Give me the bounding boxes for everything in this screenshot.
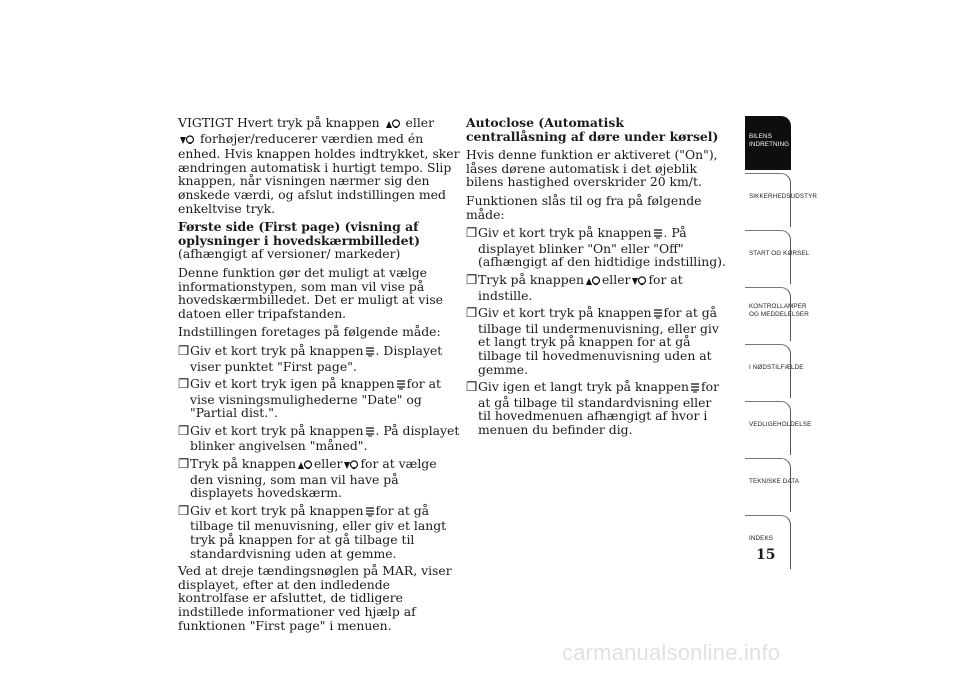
list-item: ❒ Giv igen et langt tryk på knappen for at gå tilbage til standardvisning eller til hovedmenuen afhængigt af hvor i menuen du befinder dig.: [466, 379, 720, 437]
watermark: carmanualsonline.info: [562, 640, 781, 665]
menu-button-icon: [653, 228, 663, 242]
menu-button-icon: [396, 379, 406, 393]
paragraph: Funktionen slås til og fra på følgende måde:: [466, 192, 702, 222]
tab-kontrollamper[interactable]: KONTROLLAMPER OG MEDDELELSER: [745, 287, 791, 341]
paragraph: Indstillingen foretages på følgende måde:: [178, 324, 441, 340]
menu-button-icon: [365, 346, 375, 360]
page-number: 15: [756, 547, 776, 563]
checkbox-bullet-icon: ❒: [178, 502, 190, 518]
checkbox-bullet-icon: ❒: [466, 379, 478, 395]
checkbox-bullet-icon: ❒: [466, 271, 478, 287]
menu-button-icon: [365, 506, 375, 520]
paragraph: Hvis denne funktion er aktiveret ("On"), låses dørene automatisk i det øjeblik bilens hastighed overskrider 20 km/t.: [466, 147, 718, 190]
list-item: ❒ Tryk på knappen eller for at vælge den visning, som man vil have på displayets hovedskærm.: [178, 456, 437, 501]
list-item: ❒ Giv et kort tryk på knappen for at gå tilbage til undermenuvisning, eller giv et langt tryk på knappen for at gå tilbage til hovedmenuvisning uden at gemme.: [466, 305, 719, 377]
checkbox-bullet-icon: ❒: [466, 305, 478, 321]
tab-i-nodstilfaelde[interactable]: I NØDSTILFÆLDE: [745, 344, 791, 398]
tab-vedligeholdelse[interactable]: VEDLIGEHOLDELSE: [745, 401, 791, 455]
list-item: ❒ Giv et kort tryk igen på knappen for at vise visningsmulighederne "Date" og "Partial dist.".: [178, 376, 441, 421]
menu-button-icon: [690, 382, 700, 396]
tab-bilens-indretning[interactable]: BILENS INDRETNING: [745, 116, 791, 170]
paragraph: Ved at dreje tændingsnøglen på MAR, viser displayet, efter at den indledende kontrolfase er afsluttet, de tidligere indstillede informationer ved hjælp af funktionen "First page" i menuen.: [178, 563, 452, 633]
checkbox-bullet-icon: ❒: [178, 456, 190, 472]
list-item: ❒ Tryk på knappen eller for at indstille.: [466, 271, 683, 303]
up-arrow-light-icon: [297, 459, 313, 473]
tab-sikkerhedsudstyr[interactable]: SIKKERHEDSUDSTYR: [745, 173, 791, 227]
first-page-heading: Første side (First page) (visning af oplysninger i hovedskærmbilledet)(afhængigt af versioner/ markeder): [178, 219, 421, 262]
autoclose-heading: Autoclose (Automatisk centrallåsning af døre under kørsel): [466, 115, 719, 144]
list-item: ❒ Giv et kort tryk på knappen . På displayet blinker angivelsen "måned".: [178, 422, 460, 454]
checkbox-bullet-icon: ❒: [178, 342, 190, 358]
up-arrow-light-icon: [385, 118, 401, 132]
up-arrow-light-icon: [585, 275, 601, 289]
chapter-tabs: [745, 116, 818, 572]
down-arrow-light-icon: [631, 275, 647, 289]
list-item: ❒ Giv et kort tryk på knappen . På displayet blinker "On" eller "Off" (afhængigt af den hidtidige indstilling).: [466, 225, 726, 270]
menu-button-icon: [653, 308, 663, 322]
down-arrow-light-icon: [179, 134, 195, 148]
right-column: [466, 116, 728, 440]
tab-start-og-korsel[interactable]: START OG KØRSEL: [745, 230, 791, 284]
checkbox-bullet-icon: ❒: [178, 422, 190, 438]
list-item: ❒ Giv et kort tryk på knappen . Displayet viser punktet "First page".: [178, 342, 443, 374]
tab-indeks[interactable]: INDEKS: [745, 515, 791, 569]
down-arrow-light-icon: [343, 459, 359, 473]
left-column: [178, 116, 460, 637]
checkbox-bullet-icon: ❒: [466, 225, 478, 241]
tab-tekniske-data[interactable]: TEKNISKE DATA: [745, 458, 791, 512]
paragraph: Denne funktion gør det muligt at vælge informationstypen, som man vil vise på hovedskærmbilledet. Det er muligt at vise datoen eller tripafstanden.: [178, 264, 444, 321]
checkbox-bullet-icon: ❒: [178, 376, 190, 392]
menu-button-icon: [365, 426, 375, 440]
list-item: ❒ Giv et kort tryk på knappen for at gå tilbage til menuvisning, eller giv et langt tryk på knappen for at gå tilbage til standardvisning uden at gemme.: [178, 502, 447, 561]
important-note: VIGTIGT Hvert tryk på knappen eller forhøjer/reducerer værdien med én enhed. Hvis knappen holdes indtrykket, sker ændringen automatisk i hurtigt tempo. Slip knappen, når visningen nærmer sig den ønskede værdi, og afslut indstillingen med enkeltvise tryk.: [178, 115, 460, 216]
